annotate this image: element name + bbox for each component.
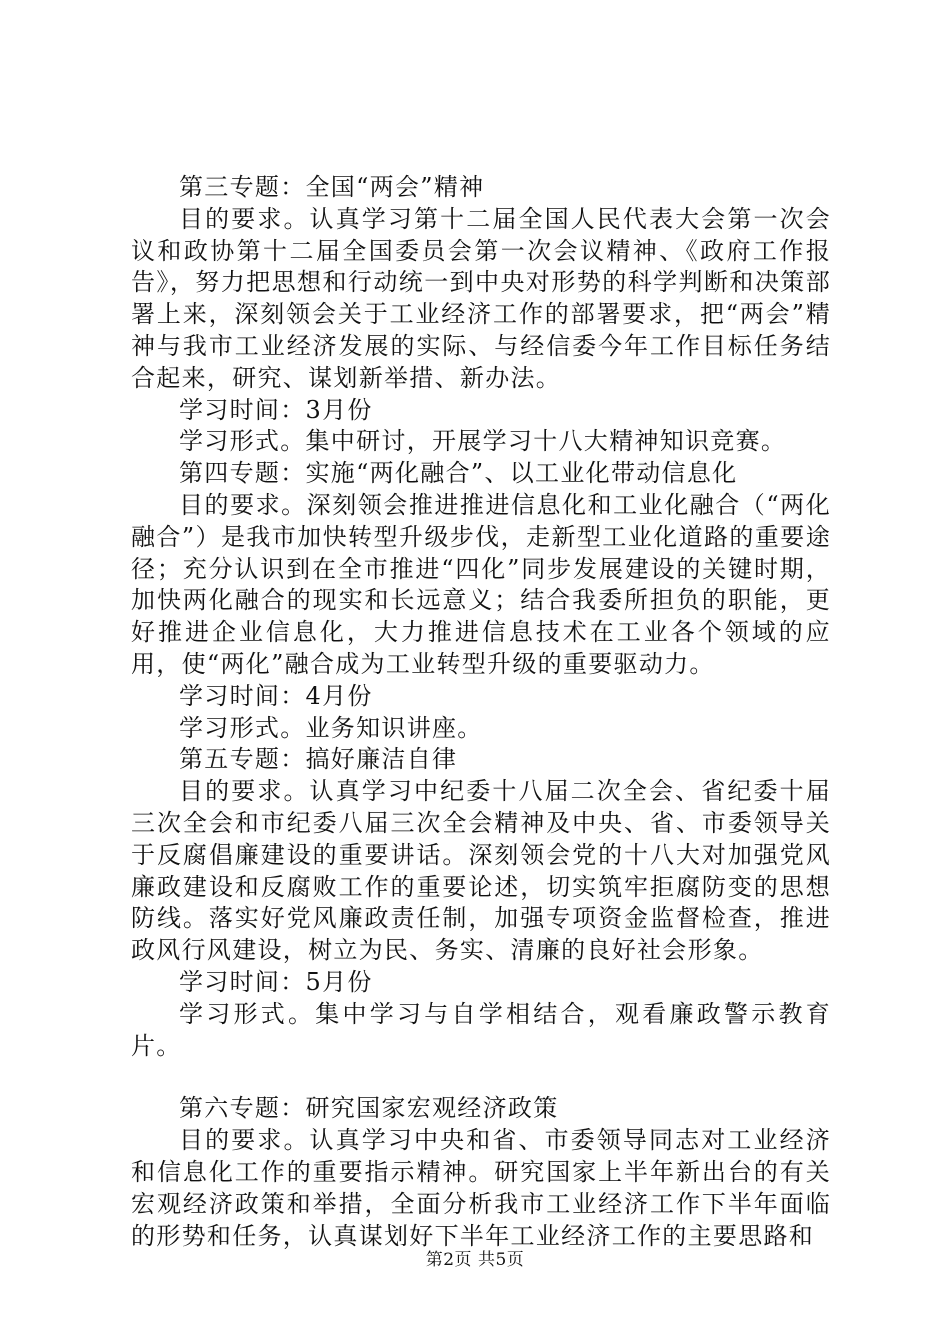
section-6-requirements: 目的要求。认真学习中央和省、市委领导同志对工业经济和信息化工作的重要指示精神。研究国家上半年新出台的有关宏观经济政策和举措，全面分析我市工业经济工作下半年面临的形势和任务，认真谋划好下半年工业经济工作的主要思路和 [131,1126,831,1250]
section-heading-3: 第三专题：全国“两会”精神 [179,173,485,201]
section-4-requirements: 目的要求。深刻领会推进推进信息化和工业化融合（“两化融合”）是我市加快转型升级步伐，走新型工业化道路的重要途径；充分认识到在全市推进“四化”同步发展建设的关键时期，加快两化融合的现实和长远意义；结合我委所担负的职能，更好推进企业信息化，大力推进信息技术在工业各个领域的应用，使“两化”融合成为工业转型升级的重要驱动力。 [131,490,831,678]
section-heading-4: 第四专题：实施“两化融合”、以工业化带动信息化 [179,459,738,488]
section-3-time: 学习时间：3月份 [179,395,373,424]
section-4-format: 学习形式。业务知识讲座。 [179,713,483,742]
section-4-time: 学习时间：4月份 [179,681,373,710]
section-5-time: 学习时间：5月份 [179,967,373,996]
section-5-format: 学习形式。集中学习与自学相结合，观看廉政警示教育片。 [131,999,831,1060]
section-5-requirements: 目的要求。认真学习中纪委十八届二次全会、省纪委十届三次全会和市纪委八届三次全会精神及中央、省、市委领导关于反腐倡廉建设的重要讲话。深刻领会党的十八大对加强党风廉政建设和反腐败工作的重要论述，切实筑牢拒腐防变的思想防线。落实好党风廉政责任制，加强专项资金监督检查，推进政风行风建设，树立为民、务实、清廉的良好社会形象。 [131,777,831,965]
page-number-footer: 第2页 共5页 [425,1250,525,1270]
document-body [131,172,831,1252]
section-3-format: 学习形式。集中研讨，开展学习十八大精神知识竞赛。 [179,427,787,456]
section-heading-5: 第五专题：搞好廉洁自律 [179,745,458,774]
paragraph-gap [131,1062,831,1093]
section-3-requirements: 目的要求。认真学习第十二届全国人民代表大会第一次会议和政协第十二届全国委员会第一次会议精神、《政府工作报告》，努力把思想和行动统一到中央对形势的科学判断和决策部署上来，深刻领会关于工业经济工作的部署要求，把“两会”精神与我市工业经济发展的实际、与经信委今年工作目标任务结合起来，研究、谋划新举措、新办法。 [131,204,831,392]
section-heading-6: 第六专题：研究国家宏观经济政策 [179,1094,559,1123]
